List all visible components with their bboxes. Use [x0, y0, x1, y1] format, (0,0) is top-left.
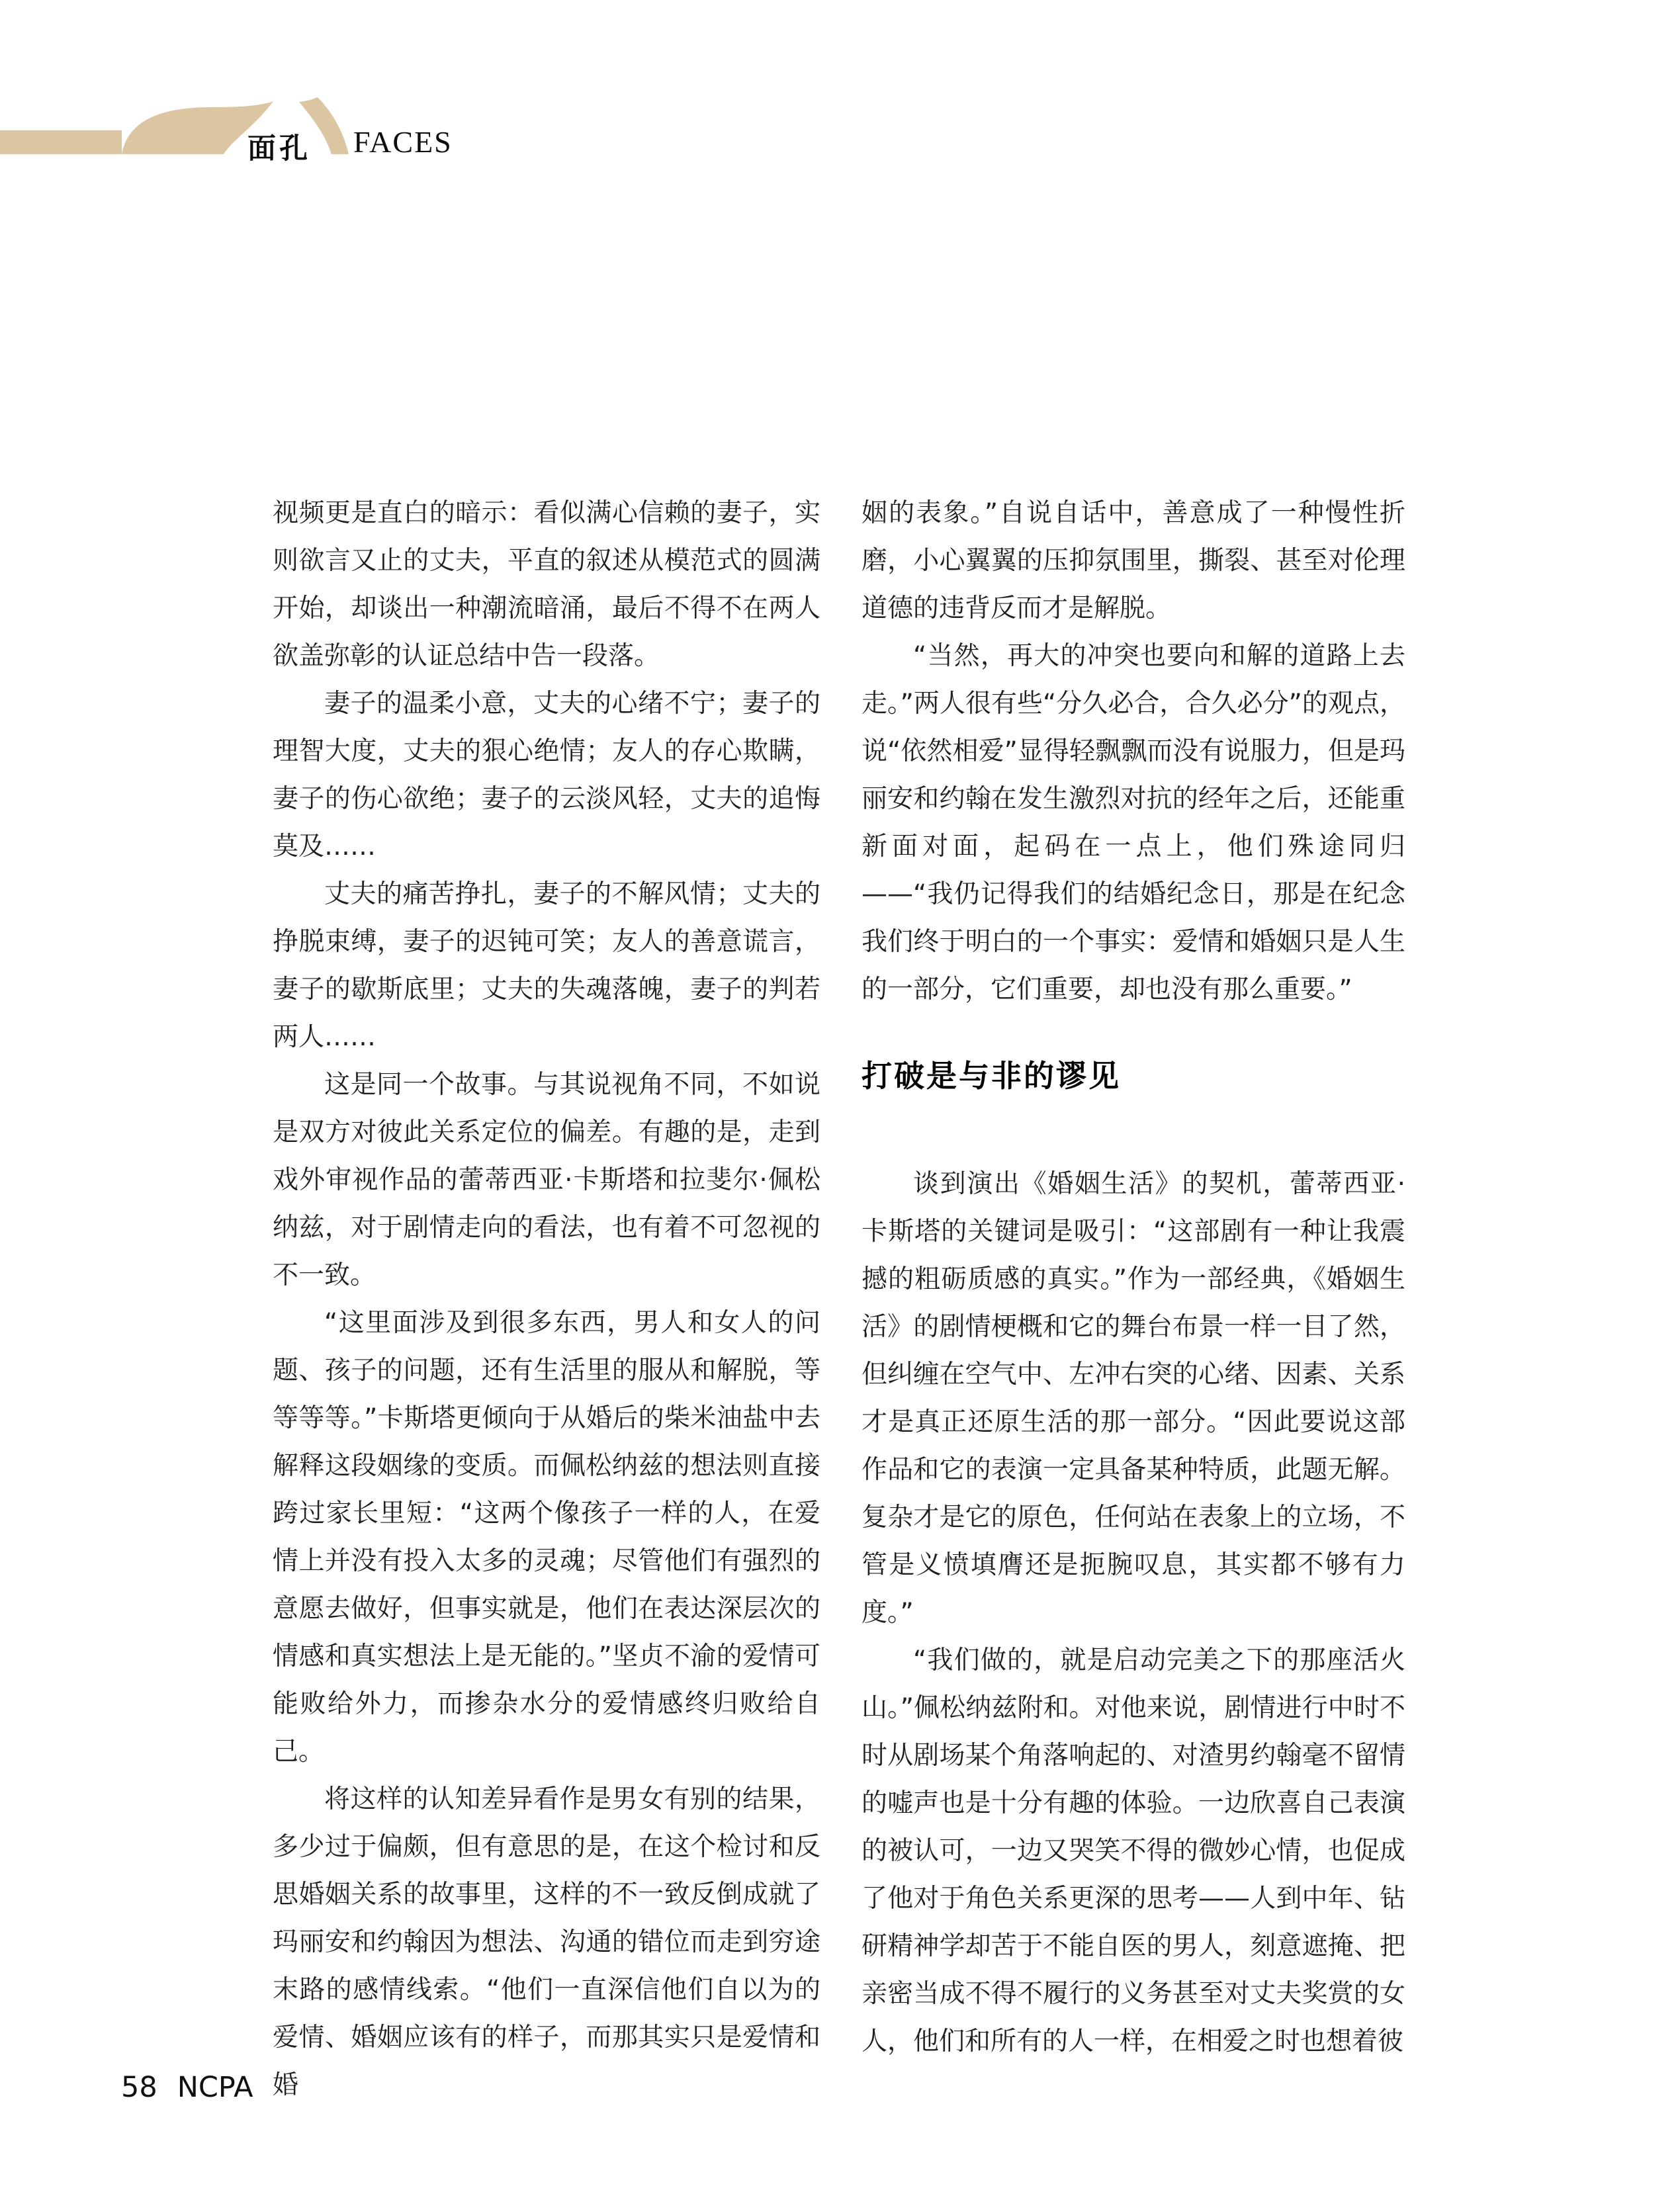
article-paragraph: “这里面涉及到很多东西，男人和女人的问题、孩子的问题，还有生活里的服从和解脱，等等等等。”卡斯塔更倾向于从婚后的柴米油盐中去解释这段姻缘的变质。而佩松纳兹的想法则直接跨过家长里短：“这两个像孩子一样的人，在爱情上并没有投入太多的灵魂；尽管他们有强烈的意愿去做好，但事实就是，他们在表达深层次的情感和真实想法上是无能的。”坚贞不渝的爱情可能败给外力，而掺杂水分的爱情感终归败给自己。: [273, 1308, 820, 1767]
article-paragraph: “当然，再大的冲突也要向和解的道路上去走。”两人很有些“分久必合，合久必分”的观点，说“依然相爱”显得轻飘飘而没有说服力，但是玛丽安和约翰在发生激烈对抗的经年之后，还能重新面对面，起码在一点上，他们殊途同归——“我仍记得我们的结婚纪念日，那是在纪念我们终于明白的一个事实：爱情和婚姻只是人生的一部分，它们重要，却也没有那么重要。”: [862, 641, 1405, 1004]
article-paragraph: 姻的表象。”自说自话中，善意成了一种慢性折磨，小心翼翼的压抑氛围里，撕裂、甚至对伦理道德的违背反而才是解脱。: [862, 498, 1405, 623]
swoosh-bar: [0, 130, 122, 154]
section-title-cn: 面孔: [247, 132, 311, 165]
article-paragraph: 视频更是直白的暗示：看似满心信赖的妻子，实则欲言又止的丈夫，平直的叙述从模范式的圆满开始，却谈出一种潮流暗涌，最后不得不在两人欲盖弥彰的认证总结中告一段落。: [273, 498, 820, 671]
article-paragraph: 妻子的温柔小意，丈夫的心绪不宁；妻子的理智大度，丈夫的狠心绝情；友人的存心欺瞒，妻子的伤心欲绝；妻子的云淡风轻，丈夫的追悔莫及……: [273, 689, 820, 861]
header-swoosh-graphic: [0, 0, 1680, 225]
article-paragraph: “我们做的，就是启动完美之下的那座活火山。”佩松纳兹附和。对他来说，剧情进行中时不时从剧场某个角落响起的、对渣男约翰毫不留情的嘘声也是十分有趣的体验。一边欣喜自己表演的被认可，一边又哭笑不得的微妙心情，也促成了他对于角色关系更深的思考——人到中年、钻研精神学却苦于不能自医的男人，刻意遮掩、把亲密当成不得不履行的义务甚至对丈夫奖赏的女人，他们和所有的人一样，在相爱之时也想着彼: [862, 1645, 1405, 2056]
article-column-right: [862, 490, 1405, 2066]
article-paragraph: 这是同一个故事。与其说视角不同，不如说是双方对彼此关系定位的偏差。有趣的是，走到戏外审视作品的蕾蒂西亚·卡斯塔和拉斐尔·佩松纳兹，对于剧情走向的看法，也有着不可忽视的不一致。: [273, 1070, 820, 1290]
publication-code: NCPA: [177, 2071, 253, 2104]
page-footer: [121, 2071, 253, 2104]
section-title-en: FACES: [353, 125, 453, 159]
section-heading: 打破是与非的谬见: [862, 1058, 1121, 1094]
article-paragraph: 丈夫的痛苦挣扎，妻子的不解风情；丈夫的挣脱束缚，妻子的迟钝可笑；友人的善意谎言，妻子的歇斯底里；丈夫的失魂落魄，妻子的判若两人……: [273, 879, 820, 1052]
article-paragraph: 谈到演出《婚姻生活》的契机，蕾蒂西亚·卡斯塔的关键词是吸引：“这部剧有一种让我震撼的粗砺质感的真实。”作为一部经典，《婚姻生活》的剧情梗概和它的舞台布景一样一目了然，但纠缠在空气中、左冲右突的心绪、因素、关系才是真正还原生活的那一部分。“因此要说这部作品和它的表演一定具备某种特质，此题无解。复杂才是它的原色，任何站在表象上的立场，不管是义愤填膺还是扼腕叹息，其实都不够有力度。”: [862, 1169, 1405, 1628]
page-number: 58: [121, 2071, 157, 2104]
article-column-left: [273, 490, 820, 2109]
article-paragraph: 将这样的认知差异看作是男女有别的结果，多少过于偏颇，但有意思的是，在这个检讨和反思婚姻关系的故事里，这样的不一致反倒成就了玛丽安和约翰因为想法、沟通的错位而走到穷途末路的感情线索。“他们一直深信他们自以为的爱情、婚姻应该有的样子，而那其实只是爱情和婚: [273, 1784, 820, 2100]
